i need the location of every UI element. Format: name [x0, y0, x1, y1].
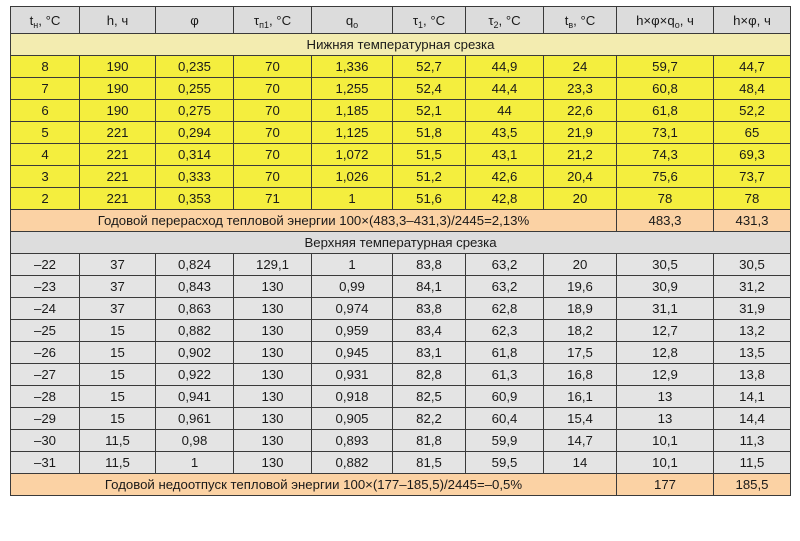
- table-cell: 130: [234, 320, 312, 342]
- table-cell: 190: [80, 100, 156, 122]
- table-cell: 0,824: [156, 254, 234, 276]
- table-cell: 0,941: [156, 386, 234, 408]
- table-cell: 130: [234, 408, 312, 430]
- table-cell: 75,6: [617, 166, 714, 188]
- table-cell: 31,1: [617, 298, 714, 320]
- table-cell: 12,9: [617, 364, 714, 386]
- table-row: [11, 408, 791, 430]
- header-text: q: [345, 12, 354, 28]
- table-cell: 51,2: [393, 166, 466, 188]
- table-cell: 44,4: [466, 78, 544, 100]
- table-cell: 13: [617, 408, 714, 430]
- table-cell: 11,5: [714, 452, 791, 474]
- header-subscript: о: [674, 19, 680, 30]
- table-cell: 7: [11, 78, 80, 100]
- table-cell: 52,7: [393, 56, 466, 78]
- section-title: Верхняя температурная срезка: [11, 232, 791, 254]
- header-subscript: 1: [418, 19, 424, 30]
- table-cell: 0,931: [312, 364, 393, 386]
- table-cell: 0,905: [312, 408, 393, 430]
- table-cell: 130: [234, 298, 312, 320]
- table-row: [11, 452, 791, 474]
- table-cell: 221: [80, 166, 156, 188]
- table-cell: 1: [312, 254, 393, 276]
- table-cell: 190: [80, 78, 156, 100]
- table-cell: 60,4: [466, 408, 544, 430]
- table-cell: 37: [80, 254, 156, 276]
- table-row: [11, 342, 791, 364]
- table-cell: 52,2: [714, 100, 791, 122]
- table-cell: 24: [544, 56, 617, 78]
- table-cell: 16,1: [544, 386, 617, 408]
- table-cell: 20: [544, 188, 617, 210]
- table-cell: 130: [234, 276, 312, 298]
- table-cell: 1,255: [312, 78, 393, 100]
- table-cell: 0,961: [156, 408, 234, 430]
- column-header: [714, 7, 791, 34]
- table-cell: –31: [11, 452, 80, 474]
- table-cell: 13,8: [714, 364, 791, 386]
- table-row: [11, 298, 791, 320]
- table-cell: 1,185: [312, 100, 393, 122]
- table-cell: 71: [234, 188, 312, 210]
- header-unit: , °С: [268, 12, 292, 28]
- table-cell: 130: [234, 452, 312, 474]
- table-cell: 11,5: [80, 452, 156, 474]
- table-cell: 15: [80, 342, 156, 364]
- header-text: h×φ×q: [636, 12, 675, 28]
- table-cell: 11,5: [80, 430, 156, 452]
- table-cell: –25: [11, 320, 80, 342]
- table-cell: 15: [80, 320, 156, 342]
- table-cell: 31,2: [714, 276, 791, 298]
- header-unit: , °С: [498, 12, 521, 28]
- table-cell: 81,5: [393, 452, 466, 474]
- table-cell: 30,5: [714, 254, 791, 276]
- header-unit: , ч: [679, 12, 694, 28]
- table-row: [11, 386, 791, 408]
- table-cell: 73,1: [617, 122, 714, 144]
- table-row: [11, 166, 791, 188]
- table-cell: 70: [234, 166, 312, 188]
- table-cell: 0,974: [312, 298, 393, 320]
- table-cell: 0,902: [156, 342, 234, 364]
- table-cell: 30,9: [617, 276, 714, 298]
- header-text: τ: [253, 12, 260, 28]
- table-cell: –24: [11, 298, 80, 320]
- header-row: [11, 7, 791, 34]
- table-cell: 42,6: [466, 166, 544, 188]
- column-header: [11, 7, 80, 34]
- table-cell: 14,7: [544, 430, 617, 452]
- table-cell: 8: [11, 56, 80, 78]
- table-cell: 0,922: [156, 364, 234, 386]
- table-cell: 83,4: [393, 320, 466, 342]
- table-cell: 13,5: [714, 342, 791, 364]
- table-cell: 0,918: [312, 386, 393, 408]
- table-cell: 61,8: [617, 100, 714, 122]
- table-cell: 190: [80, 56, 156, 78]
- table-cell: –30: [11, 430, 80, 452]
- column-header: [544, 7, 617, 34]
- table-cell: 23,3: [544, 78, 617, 100]
- table-cell: 0,99: [312, 276, 393, 298]
- table-cell: 129,1: [234, 254, 312, 276]
- table-cell: 59,9: [466, 430, 544, 452]
- table-cell: 0,843: [156, 276, 234, 298]
- table-cell: 60,8: [617, 78, 714, 100]
- table-cell: 70: [234, 56, 312, 78]
- table-cell: 70: [234, 78, 312, 100]
- table-cell: 10,1: [617, 430, 714, 452]
- table-cell: 30,5: [617, 254, 714, 276]
- table-row: [11, 320, 791, 342]
- header-subscript: о: [353, 19, 359, 30]
- table-row: [11, 144, 791, 166]
- table-cell: 51,5: [393, 144, 466, 166]
- table-cell: 44,7: [714, 56, 791, 78]
- header-unit: , °С: [38, 12, 61, 28]
- table-body: [11, 34, 791, 496]
- table-cell: 14,1: [714, 386, 791, 408]
- table-cell: 0,945: [312, 342, 393, 364]
- table-cell: –28: [11, 386, 80, 408]
- table-cell: 83,1: [393, 342, 466, 364]
- table-row: [11, 364, 791, 386]
- table-cell: 1: [156, 452, 234, 474]
- header-subscript: в: [568, 19, 574, 30]
- header-text: t: [29, 12, 34, 28]
- header-unit: , °С: [573, 12, 596, 28]
- table-cell: 20,4: [544, 166, 617, 188]
- table-cell: 10,1: [617, 452, 714, 474]
- table-cell: 0,353: [156, 188, 234, 210]
- table-cell: 130: [234, 364, 312, 386]
- summary-value: 431,3: [714, 210, 791, 232]
- summary-value: 177: [617, 474, 714, 496]
- table-cell: 14: [544, 452, 617, 474]
- header-unit: , °С: [423, 12, 446, 28]
- table-cell: 60,9: [466, 386, 544, 408]
- table-cell: 0,333: [156, 166, 234, 188]
- table-cell: 13,2: [714, 320, 791, 342]
- table-cell: 51,6: [393, 188, 466, 210]
- table-cell: 15: [80, 386, 156, 408]
- table-cell: –26: [11, 342, 80, 364]
- table-cell: 37: [80, 276, 156, 298]
- table-cell: 0,314: [156, 144, 234, 166]
- table-cell: 0,893: [312, 430, 393, 452]
- table-cell: 0,98: [156, 430, 234, 452]
- table-cell: 62,8: [466, 298, 544, 320]
- table-cell: 3: [11, 166, 80, 188]
- summary-label: Годовой недоотпуск тепловой энергии 100×(177–185,5)/2445=–0,5%: [11, 474, 617, 496]
- table-cell: 18,2: [544, 320, 617, 342]
- table-cell: 65: [714, 122, 791, 144]
- table-cell: 19,6: [544, 276, 617, 298]
- table-cell: 82,8: [393, 364, 466, 386]
- table-cell: 22,6: [544, 100, 617, 122]
- table-cell: 78: [617, 188, 714, 210]
- table-cell: 44,9: [466, 56, 544, 78]
- column-header: [80, 7, 156, 34]
- table-cell: 6: [11, 100, 80, 122]
- table-cell: 48,4: [714, 78, 791, 100]
- header-subscript: н: [33, 19, 39, 30]
- header-text: τ: [488, 12, 494, 28]
- table-cell: 221: [80, 188, 156, 210]
- table-cell: 84,1: [393, 276, 466, 298]
- table-cell: 43,1: [466, 144, 544, 166]
- header-text: t: [564, 12, 569, 28]
- table-container: [10, 6, 790, 496]
- summary-row: [11, 474, 791, 496]
- table-cell: 82,2: [393, 408, 466, 430]
- table-cell: 12,8: [617, 342, 714, 364]
- table-cell: 44: [466, 100, 544, 122]
- table-cell: 61,8: [466, 342, 544, 364]
- table-cell: 18,9: [544, 298, 617, 320]
- table-row: [11, 122, 791, 144]
- table-cell: 59,5: [466, 452, 544, 474]
- table-cell: 0,275: [156, 100, 234, 122]
- table-cell: 0,959: [312, 320, 393, 342]
- header-subscript: п1: [259, 19, 269, 30]
- table-cell: 63,2: [466, 254, 544, 276]
- table-cell: 62,3: [466, 320, 544, 342]
- table-cell: 11,3: [714, 430, 791, 452]
- table-cell: 70: [234, 144, 312, 166]
- table-cell: 69,3: [714, 144, 791, 166]
- section-title-row: [11, 34, 791, 56]
- table-cell: 21,9: [544, 122, 617, 144]
- table-cell: 0,882: [156, 320, 234, 342]
- table-cell: 15: [80, 364, 156, 386]
- table-row: [11, 276, 791, 298]
- table-cell: 20: [544, 254, 617, 276]
- table-cell: 83,8: [393, 254, 466, 276]
- table-cell: 43,5: [466, 122, 544, 144]
- table-cell: 4: [11, 144, 80, 166]
- table-cell: –22: [11, 254, 80, 276]
- table-cell: –23: [11, 276, 80, 298]
- table-cell: 15: [80, 408, 156, 430]
- table-cell: 221: [80, 144, 156, 166]
- table-cell: 78: [714, 188, 791, 210]
- table-cell: 1,336: [312, 56, 393, 78]
- table-row: [11, 254, 791, 276]
- summary-row: [11, 210, 791, 232]
- table-cell: 52,1: [393, 100, 466, 122]
- table-row: [11, 100, 791, 122]
- table-cell: 52,4: [393, 78, 466, 100]
- table-cell: 74,3: [617, 144, 714, 166]
- table-cell: 0,255: [156, 78, 234, 100]
- table-cell: 0,235: [156, 56, 234, 78]
- column-header: [312, 7, 393, 34]
- table-cell: 61,3: [466, 364, 544, 386]
- column-header: [234, 7, 312, 34]
- table-cell: 16,8: [544, 364, 617, 386]
- table-cell: 0,863: [156, 298, 234, 320]
- summary-value: 483,3: [617, 210, 714, 232]
- summary-value: 185,5: [714, 474, 791, 496]
- column-header: [393, 7, 466, 34]
- table-cell: 70: [234, 100, 312, 122]
- table-cell: –27: [11, 364, 80, 386]
- table-cell: 0,882: [312, 452, 393, 474]
- table-cell: 37: [80, 298, 156, 320]
- temperature-table: [10, 6, 791, 496]
- table-row: [11, 430, 791, 452]
- table-cell: 14,4: [714, 408, 791, 430]
- header-subscript: 2: [493, 19, 499, 30]
- table-cell: 17,5: [544, 342, 617, 364]
- table-cell: 2: [11, 188, 80, 210]
- table-cell: 51,8: [393, 122, 466, 144]
- table-cell: 81,8: [393, 430, 466, 452]
- table-cell: –29: [11, 408, 80, 430]
- section-title-row: [11, 232, 791, 254]
- table-cell: 70: [234, 122, 312, 144]
- table-cell: 21,2: [544, 144, 617, 166]
- table-cell: 221: [80, 122, 156, 144]
- table-cell: 1: [312, 188, 393, 210]
- header-text: h, ч: [106, 12, 129, 28]
- table-cell: 13: [617, 386, 714, 408]
- table-cell: 59,7: [617, 56, 714, 78]
- table-cell: 82,5: [393, 386, 466, 408]
- table-cell: 1,125: [312, 122, 393, 144]
- table-cell: 15,4: [544, 408, 617, 430]
- table-cell: 0,294: [156, 122, 234, 144]
- table-cell: 130: [234, 386, 312, 408]
- column-header: [617, 7, 714, 34]
- section-title: Нижняя температурная срезка: [11, 34, 791, 56]
- header-text: φ: [190, 12, 199, 28]
- table-cell: 73,7: [714, 166, 791, 188]
- table-row: [11, 56, 791, 78]
- table-cell: 83,8: [393, 298, 466, 320]
- table-row: [11, 188, 791, 210]
- table-cell: 130: [234, 430, 312, 452]
- table-cell: 42,8: [466, 188, 544, 210]
- table-cell: 1,026: [312, 166, 393, 188]
- table-cell: 1,072: [312, 144, 393, 166]
- table-cell: 130: [234, 342, 312, 364]
- column-header: [466, 7, 544, 34]
- header-text: τ: [412, 12, 419, 28]
- table-cell: 31,9: [714, 298, 791, 320]
- table-cell: 12,7: [617, 320, 714, 342]
- column-header: [156, 7, 234, 34]
- header-text: h×φ, ч: [733, 12, 771, 28]
- table-cell: 5: [11, 122, 80, 144]
- summary-label: Годовой перерасход тепловой энергии 100×(483,3–431,3)/2445=2,13%: [11, 210, 617, 232]
- table-row: [11, 78, 791, 100]
- table-cell: 63,2: [466, 276, 544, 298]
